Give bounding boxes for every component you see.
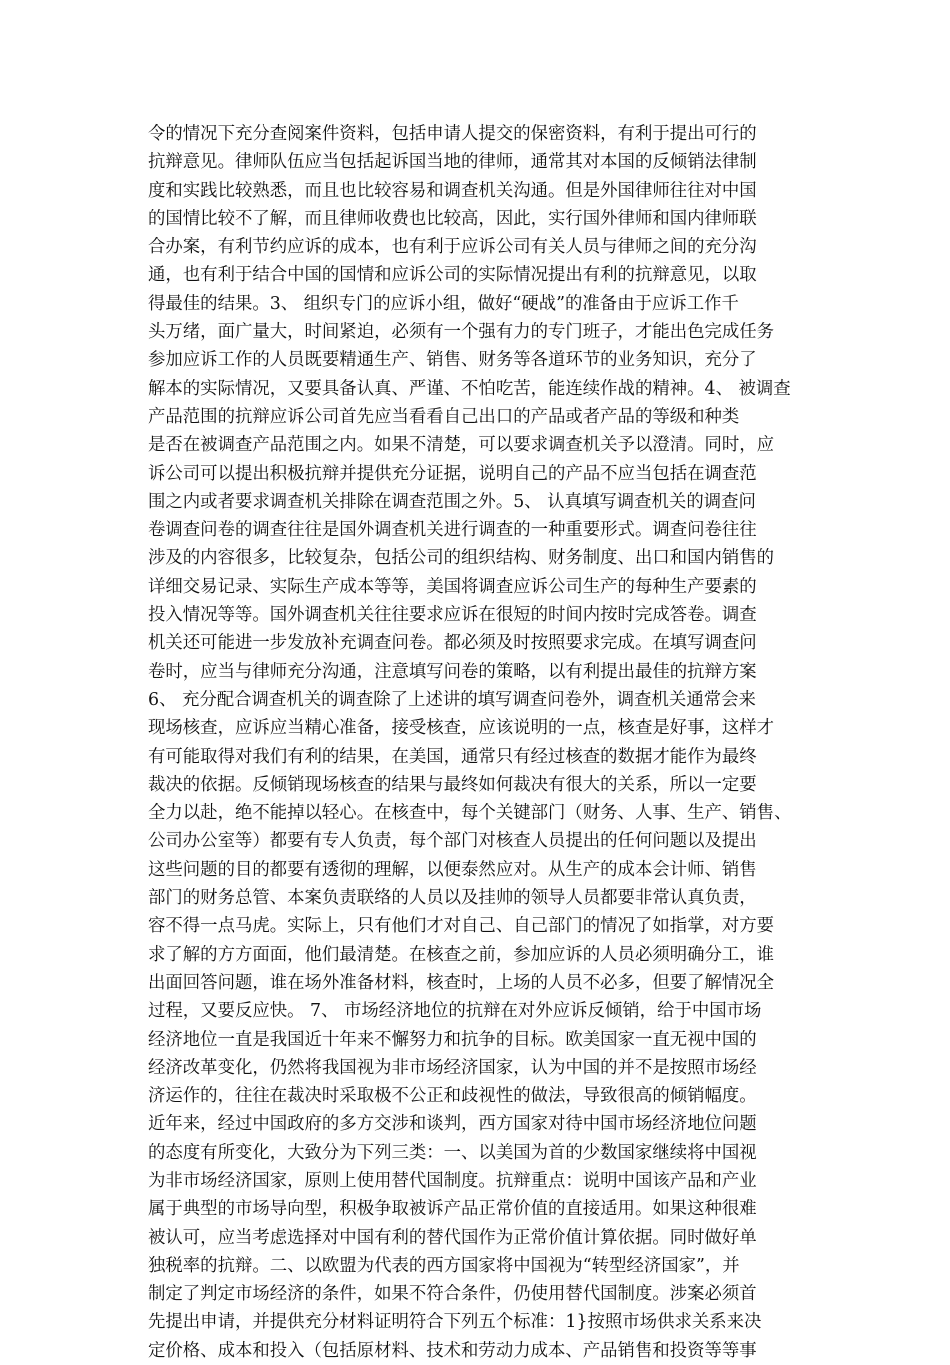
text-line: 全力以赴，绝不能掉以轻心。在核查中，每个关键部门（财务、人事、生产、销售、 — [148, 803, 792, 824]
text-line: 过程，又要反应快。 7、 市场经济地位的抗辩在对外应诉反倾销，给于中国市场 — [148, 1001, 762, 1022]
text-line: 为非市场经济国家，原则上使用替代国制度。抗辩重点：说明中国该产品和产业 — [148, 1170, 757, 1191]
text-line: 机关还可能进一步发放补充调查问卷。都必须及时按照要求完成。在填写调查问 — [148, 633, 757, 654]
text-line: 投入情况等等。国外调查机关往往要求应诉在很短的时间内按时完成答卷。调查 — [148, 605, 757, 626]
text-line: 是否在被调查产品范围之内。如果不清楚，可以要求调查机关予以澄清。同时，应 — [148, 435, 775, 456]
text-line: 得最佳的结果。3、 组织专门的应诉小组，做好“硬战”的准备由于应诉工作千 — [148, 293, 739, 314]
text-line: 先提出申请，并提供充分材料证明符合下列五个标准：1}按照市场供求关系来决 — [148, 1312, 762, 1333]
text-line: 头万绪，面广量大，时间紧迫，必须有一个强有力的专门班子，才能出色完成任务 — [148, 322, 775, 343]
text-line: 经济改革变化，仍然将我国视为非市场经济国家，认为中国的并不是按照市场经 — [148, 1057, 757, 1078]
text-line: 济运作的，往往在裁决时采取极不公正和歧视性的做法，导致很高的倾销幅度。 — [148, 1086, 757, 1107]
text-line: 部门的财务总管、本案负责联络的人员以及挂帅的领导人员都要非常认真负责， — [148, 888, 757, 909]
text-line: 独税率的抗辩。二、以欧盟为代表的西方国家将中国视为“转型经济国家”，并 — [148, 1255, 740, 1276]
text-line: 详细交易记录、实际生产成本等等，美国将调查应诉公司生产的每种生产要素的 — [148, 576, 757, 597]
body-text — [148, 120, 803, 1365]
text-line: 6、 充分配合调查机关的调查除了上述讲的填写调查问卷外，调查机关通常会来 — [148, 689, 756, 710]
text-line: 有可能取得对我们有利的结果，在美国，通常只有经过核查的数据才能作为最终 — [148, 746, 757, 767]
text-line: 公司办公室等）都要有专人负责，每个部门对核查人员提出的任何问题以及提出 — [148, 831, 757, 852]
text-line: 解本的实际情况，又要具备认真、严谨、不怕吃苦，能连续作战的精神。4、 被调查 — [148, 378, 791, 399]
text-line: 容不得一点马虎。实际上，只有他们才对自己、自己部门的情况了如指掌，对方要 — [148, 916, 775, 937]
text-line: 被认可，应当考虑选择对中国有利的替代国作为正常价值计算依据。同时做好单 — [148, 1227, 757, 1248]
text-line: 出面回答问题，谁在场外准备材料，核查时，上场的人员不必多，但要了解情况全 — [148, 972, 775, 993]
text-line: 产品范围的抗辩应诉公司首先应当看看自己出口的产品或者产品的等级和种类 — [148, 406, 740, 427]
text-line: 通，也有利于结合中国的国情和应诉公司的实际情况提出有利的抗辩意见，以取 — [148, 265, 757, 286]
text-line: 裁决的依据。反倾销现场核查的结果与最终如何裁决有很大的关系，所以一定要 — [148, 774, 757, 795]
text-line: 经济地位一直是我国近十年来不懈努力和抗争的目标。欧美国家一直无视中国的 — [148, 1029, 757, 1050]
text-line: 的态度有所变化，大致分为下列三类：一、以美国为首的少数国家继续将中国视 — [148, 1142, 757, 1163]
text-line: 现场核查，应诉应当精心准备，接受核查，应该说明的一点，核查是好事，这样才 — [148, 718, 775, 739]
text-line: 属于典型的市场导向型，积极争取被诉产品正常价值的直接适用。如果这种很难 — [148, 1199, 757, 1220]
text-line: 围之内或者要求调查机关排除在调查范围之外。5、 认真填写调查机关的调查问 — [148, 491, 756, 512]
text-line: 抗辩意见。律师队伍应当包括起诉国当地的律师，通常其对本国的反倾销法律制 — [148, 152, 757, 173]
text-line: 近年来，经过中国政府的多方交涉和谈判，西方国家对待中国市场经济地位问题 — [148, 1114, 757, 1135]
text-line: 这些问题的目的都要有透彻的理解，以便泰然应对。从生产的成本会计师、销售 — [148, 859, 757, 880]
text-line: 制定了判定市场经济的条件，如果不符合条件，仍使用替代国制度。涉案必须首 — [148, 1284, 757, 1305]
text-line: 参加应诉工作的人员既要精通生产、销售、财务等各道环节的业务知识，充分了 — [148, 350, 757, 371]
text-line: 合办案，有利节约应诉的成本，也有利于应诉公司有关人员与律师之间的充分沟 — [148, 237, 757, 258]
text-line: 定价格、成本和投入（包括原材料、技术和劳动力成本、产品销售和投资等等事 — [148, 1340, 757, 1361]
text-line: 度和实践比较熟悉，而且也比较容易和调查机关沟通。但是外国律师往往对中国 — [148, 180, 757, 201]
text-line: 求了解的方方面面，他们最清楚。在核查之前，参加应诉的人员必须明确分工，谁 — [148, 944, 775, 965]
text-line: 涉及的内容很多，比较复杂，包括公司的组织结构、财务制度、出口和国内销售的 — [148, 548, 775, 569]
text-line: 卷时，应当与律师充分沟通，注意填写问卷的策略，以有利提出最佳的抗辩方案 — [148, 661, 757, 682]
text-line: 的国情比较不了解，而且律师收费也比较高，因此，实行国外律师和国内律师联 — [148, 208, 757, 229]
text-line: 诉公司可以提出积极抗辩并提供充分证据，说明自己的产品不应当包括在调查范 — [148, 463, 757, 484]
text-line: 卷调查问卷的调查往往是国外调查机关进行调查的一种重要形式。调查问卷往往 — [148, 520, 757, 541]
text-line: 令的情况下充分查阅案件资料，包括申请人提交的保密资料，有利于提出可行的 — [148, 124, 757, 144]
